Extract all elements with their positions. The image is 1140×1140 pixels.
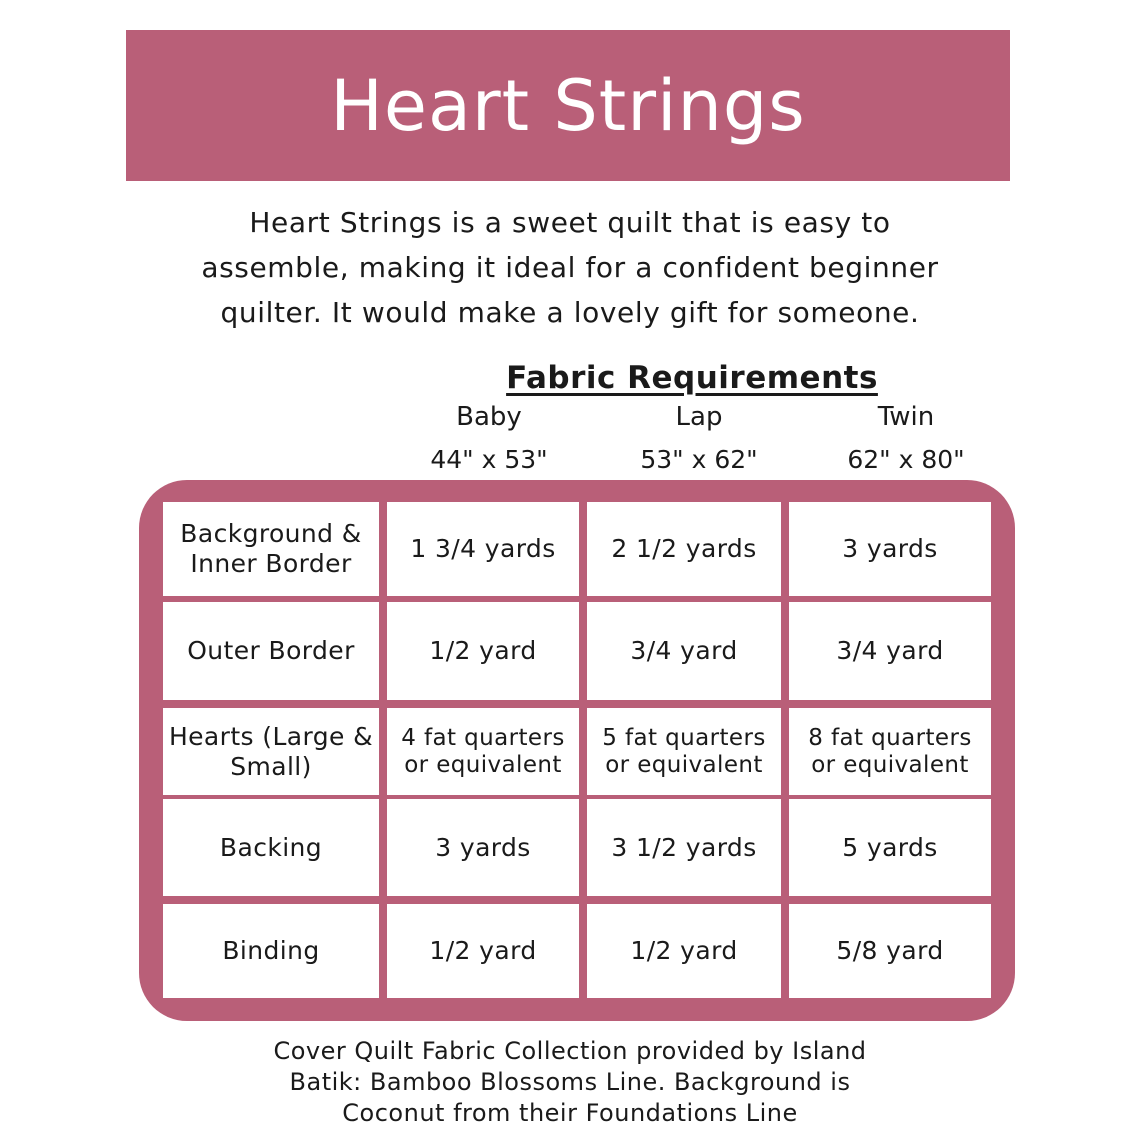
footer-credit <box>170 1036 970 1129</box>
page-title: Heart Strings <box>330 64 806 147</box>
size-dimensions: 53" x 62" <box>640 445 758 474</box>
cell-text <box>169 722 373 782</box>
row-label-cell <box>163 602 379 700</box>
cell-text-line: 1/2 yard <box>429 636 537 665</box>
intro-line: quilter. It would make a lovely gift for someone. <box>220 296 920 329</box>
cell-text-line: 5 yards <box>842 832 938 862</box>
size-name: Baby <box>456 402 522 432</box>
footer-line: Coconut from their Foundations Line <box>342 1099 798 1127</box>
cell-text <box>602 725 765 779</box>
cell-text <box>842 833 938 863</box>
cell-text-line: 5 fat quarters <box>602 724 766 751</box>
size-dimensions: 62" x 80" <box>847 445 965 474</box>
value-cell <box>387 502 579 596</box>
cell-text-line: Small) <box>230 751 312 781</box>
title-banner <box>126 30 1010 181</box>
cell-text <box>187 636 355 666</box>
footer-line: Cover Quilt Fabric Collection provided by Island <box>273 1037 867 1065</box>
cell-text-line: 3/4 yard <box>630 636 738 665</box>
row-label-cell <box>163 799 379 896</box>
cell-text <box>222 936 319 966</box>
cell-text <box>429 636 536 666</box>
size-name: Lap <box>675 402 723 432</box>
cell-text-line: 4 fat quarters <box>401 724 565 751</box>
row-label-cell <box>163 904 379 998</box>
cell-text-line: Binding <box>222 936 320 965</box>
cell-text-line: 5/8 yard <box>836 936 944 965</box>
cell-text-line: Background & <box>180 519 362 548</box>
cell-text-line: 1/2 yard <box>630 936 738 965</box>
cell-text-line: or equivalent <box>404 751 562 778</box>
value-cell <box>789 602 991 700</box>
cell-text <box>180 519 361 579</box>
size-dimensions: 44" x 53" <box>430 445 548 474</box>
cell-text-line: or equivalent <box>811 751 969 778</box>
value-cell <box>789 502 991 596</box>
cell-text <box>410 534 555 564</box>
fabric-requirements-heading: Fabric Requirements <box>506 360 878 396</box>
size-column-lap <box>599 402 799 482</box>
cell-text <box>611 534 756 564</box>
fabric-requirements-table <box>139 480 1015 1021</box>
cell-text-line: 1 3/4 yards <box>410 534 556 563</box>
size-name: Twin <box>877 402 935 432</box>
value-cell <box>587 904 781 998</box>
value-cell <box>587 602 781 700</box>
cell-text-line: Inner Border <box>190 549 352 578</box>
footer-line: Batik: Bamboo Blossoms Line. Background is <box>289 1068 851 1096</box>
cell-text <box>401 725 564 779</box>
row-label-cell <box>163 502 379 596</box>
cell-text <box>630 936 737 966</box>
value-cell <box>387 708 579 795</box>
cell-text-line: Outer Border <box>187 636 355 665</box>
cell-text <box>808 725 971 779</box>
cell-text <box>429 936 536 966</box>
cell-text-line: Hearts (Large & <box>168 721 374 751</box>
cell-text-line: 8 fat quarters <box>808 724 972 751</box>
cell-text-line: or equivalent <box>605 751 763 778</box>
size-column-twin <box>806 402 1006 482</box>
intro-line: assemble, making it ideal for a confident beginner <box>201 251 939 284</box>
intro-paragraph <box>130 200 1010 335</box>
value-cell <box>789 904 991 998</box>
row-label-cell <box>163 708 379 795</box>
value-cell <box>789 708 991 795</box>
value-cell <box>587 502 781 596</box>
size-column-baby <box>389 402 589 482</box>
intro-line: Heart Strings is a sweet quilt that is easy to <box>249 206 891 239</box>
cell-text <box>435 833 531 863</box>
cell-text-line: 3 yards <box>435 832 531 862</box>
value-cell <box>387 904 579 998</box>
cell-text <box>842 534 938 564</box>
cell-text-line: 3 yards <box>842 534 938 563</box>
value-cell <box>789 799 991 896</box>
cell-text <box>836 636 943 666</box>
cell-text-line: 1/2 yard <box>429 936 537 965</box>
cell-text-line: 3 1/2 yards <box>611 832 757 862</box>
cell-text-line: 3/4 yard <box>836 636 944 665</box>
value-cell <box>387 799 579 896</box>
cell-text-line: 2 1/2 yards <box>611 534 757 563</box>
cell-text <box>630 636 737 666</box>
cell-text <box>611 833 756 863</box>
cell-text-line: Backing <box>219 832 323 862</box>
value-cell <box>587 708 781 795</box>
value-cell <box>387 602 579 700</box>
value-cell <box>587 799 781 896</box>
cell-text <box>836 936 943 966</box>
cell-text <box>220 833 322 863</box>
